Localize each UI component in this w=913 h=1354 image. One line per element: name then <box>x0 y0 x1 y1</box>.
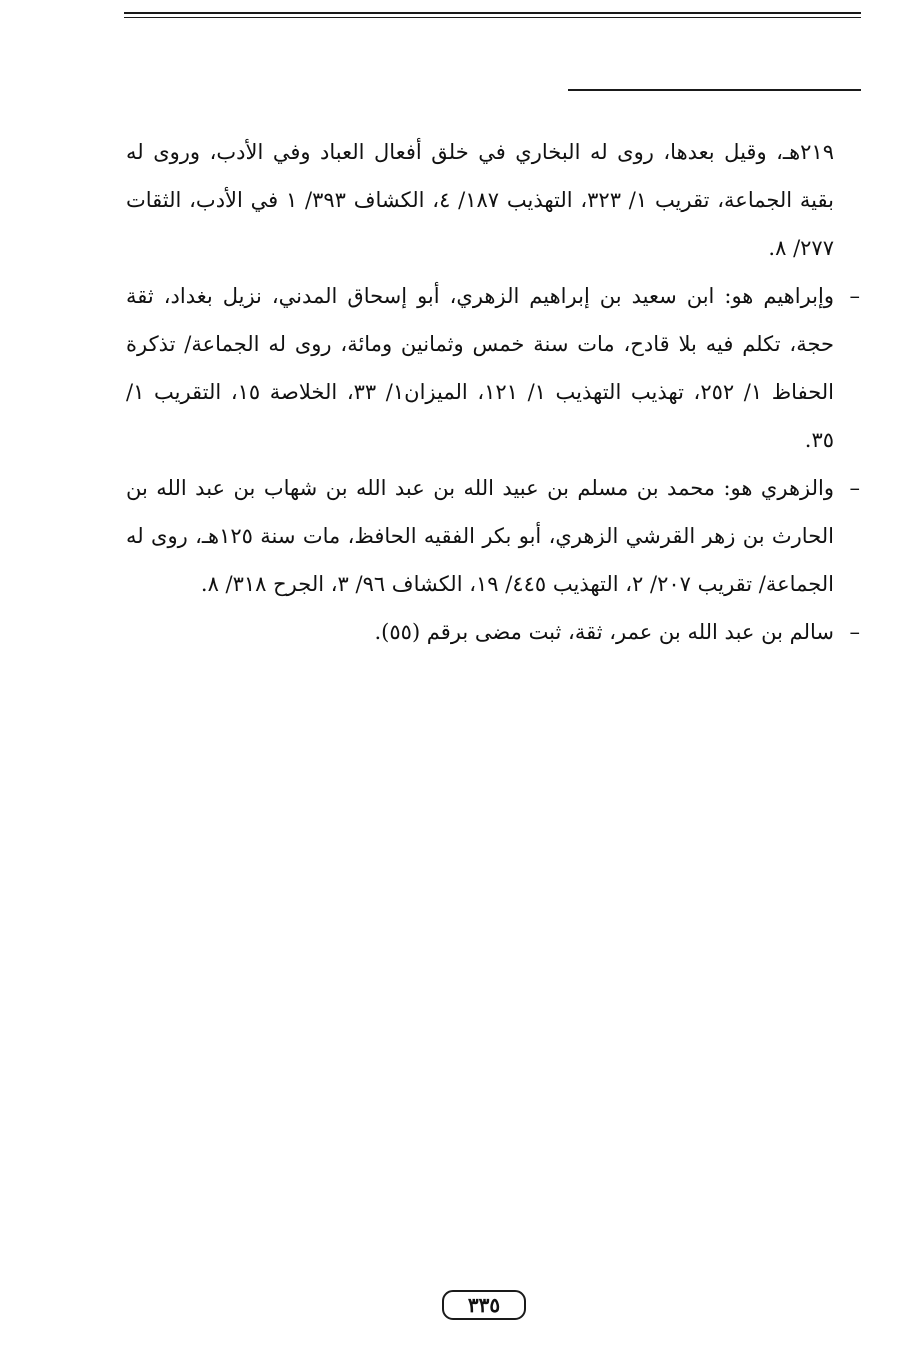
page-number <box>442 1290 526 1320</box>
footnote-text: والزهري هو: محمد بن مسلم بن عبيد الله بن عبد الله بن شهاب بن عبد الله بن الحارث بن زهر القرشي الزهري، أبو بكر الفقيه الحافظ، مات سنة ١٢٥هـ، روى له الجماعة/ تقريب ٢٠٧/ ٢، التهذيب ٤٤٥/ ١٩، الكشاف ٩٦/ ٣، الجرح ٣١٨/ ٨. <box>126 476 834 596</box>
footnote-separator <box>568 89 861 91</box>
page-number-text: ٣٣٥ <box>467 1293 501 1317</box>
entry-dash: – <box>849 476 860 500</box>
footnote-continuation <box>126 128 834 272</box>
footnote-text: وإبراهيم هو: ابن سعيد بن إبراهيم الزهري، أبو إسحاق المدني، نزيل بغداد، ثقة حجة، تكلم فيه بلا قادح، مات سنة خمس وثمانين ومائة، روى له الجماعة/ تذكرة الحفاظ ١/ ٢٥٢، تهذيب التهذيب ١/ ١٢١، الميزان١/ ٣٣، الخلاصة ١٥، التقريب ١/ ٣٥. <box>126 284 834 452</box>
header-rule-bottom <box>124 17 861 18</box>
footnote-text: ٢١٩هـ، وقيل بعدها، روى له البخاري في خلق أفعال العباد وفي الأدب، وروى له بقية الجماعة، تقريب ١/ ٣٢٣، التهذيب ١٨٧/ ٤، الكشاف ٣٩٣/ ١ في الأدب، الثقات ٢٧٧/ ٨. <box>126 140 834 260</box>
footnote-entry-salim <box>126 608 860 656</box>
footnotes-body <box>126 128 860 656</box>
footnote-text: سالم بن عبد الله بن عمر، ثقة، ثبت مضى برقم (٥٥). <box>374 620 834 644</box>
footnote-entry-ibrahim <box>126 272 860 464</box>
header-rule-top <box>124 12 861 14</box>
entry-dash: – <box>849 620 860 644</box>
footnote-entry-zuhri <box>126 464 860 608</box>
entry-dash: – <box>849 284 860 308</box>
